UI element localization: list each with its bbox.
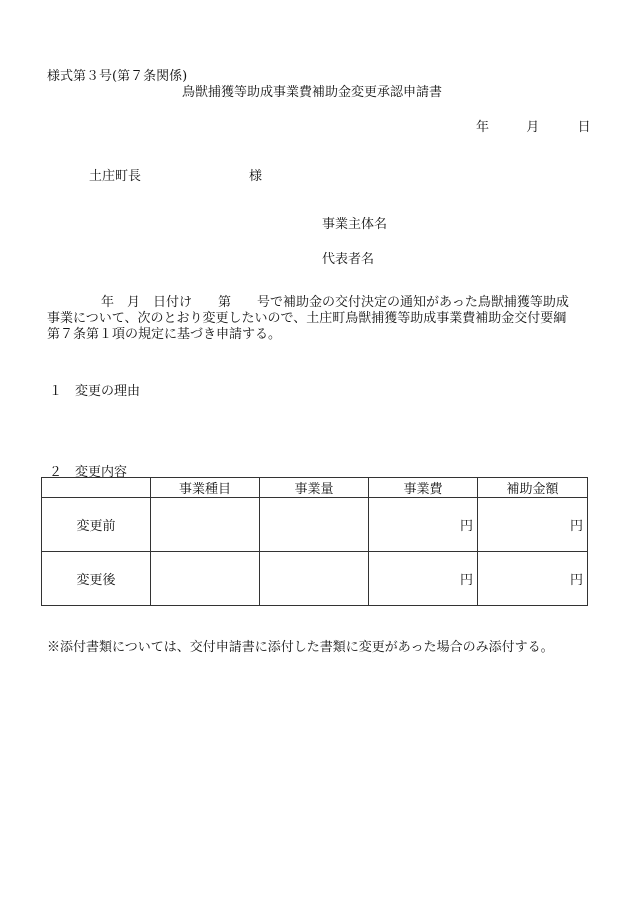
body-line-3: 第７条第１項の規定に基づき申請する。 (47, 327, 282, 342)
cell-item-after (151, 552, 260, 606)
cell-subsidy-after: 円 (478, 552, 588, 606)
addressee-honorific: 様 (249, 169, 263, 184)
table-header-blank (42, 478, 151, 498)
cell-item-before (151, 498, 260, 552)
cell-cost-after: 円 (369, 552, 478, 606)
document-title: 鳥獣捕獲等助成事業費補助金変更承認申請書 (182, 85, 443, 100)
table-row-before (42, 498, 588, 552)
body-line-1: 年 月 日付け 第 号で補助金の交付決定の通知があった鳥獣捕獲等助成 (101, 295, 569, 310)
addressee (89, 165, 262, 184)
cell-cost-before: 円 (369, 498, 478, 552)
cell-subsidy-before: 円 (478, 498, 588, 552)
representative-label: 代表者名 (322, 252, 375, 267)
table-header-cost: 事業費 (369, 478, 478, 498)
form-number: 様式第３号(第７条関係) (47, 69, 188, 84)
row-label-before: 変更前 (42, 498, 151, 552)
cell-amount-after (260, 552, 369, 606)
cell-amount-before (260, 498, 369, 552)
addressee-mayor: 土庄町長 (89, 169, 142, 184)
applicant-entity-label: 事業主体名 (322, 217, 388, 232)
section-change-reason: １ 変更の理由 (49, 384, 141, 399)
table-header-amount: 事業量 (260, 478, 369, 498)
row-label-after: 変更後 (42, 552, 151, 606)
attachment-note: ※添付書類については、交付申請書に添付した書類に変更があった場合のみ添付する。 (47, 640, 554, 655)
date-month: 月 (526, 120, 540, 135)
date-year: 年 (476, 120, 490, 135)
table-header-item: 事業種目 (151, 478, 260, 498)
body-paragraph (47, 295, 587, 343)
table-header-subsidy: 補助金額 (478, 478, 588, 498)
change-table (41, 477, 588, 606)
table-row-after (42, 552, 588, 606)
table-header-row (42, 478, 588, 498)
section-change-content: ２ 変更内容 (49, 465, 128, 480)
date-day: 日 (577, 120, 591, 135)
body-line-2: 事業について、次のとおり変更したいので、土庄町鳥獣捕獲等助成事業費補助金交付要綱 (47, 311, 567, 326)
date-line (476, 116, 591, 135)
